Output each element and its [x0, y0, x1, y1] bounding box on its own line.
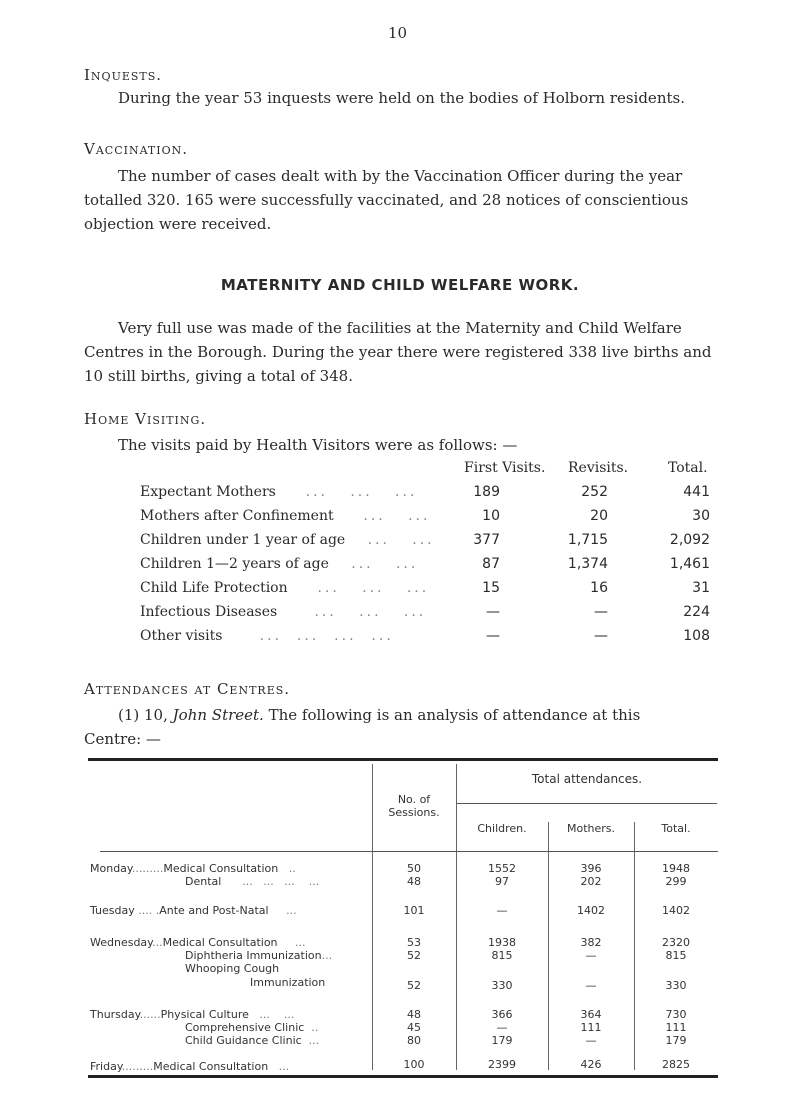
cell-sessions: 50 [407, 862, 421, 875]
row-label: Whooping Cough [185, 962, 280, 975]
hv-revisits: 20 [590, 508, 608, 524]
cell-children: — [496, 1021, 508, 1034]
cell-total: 2825 [662, 1058, 690, 1071]
header-total-attendances: Total attendances. [531, 772, 643, 786]
cell-mothers: 1402 [577, 904, 605, 917]
cell-total: 815 [665, 949, 687, 962]
cell-total: 1402 [662, 904, 690, 917]
cell-sessions: 45 [407, 1021, 421, 1034]
hv-first: 15 [482, 580, 500, 596]
hv-revisits: 16 [590, 580, 608, 596]
cell-mothers: 382 [580, 936, 602, 949]
cell-mothers: 396 [580, 862, 602, 875]
col-revisits: Revisits. [568, 460, 629, 476]
header-bottom-rule [100, 851, 718, 852]
cell-children: 179 [491, 1034, 513, 1047]
hv-total: 1,461 [669, 556, 710, 572]
hv-first: — [486, 604, 500, 620]
cell-mothers: 426 [580, 1058, 602, 1071]
cell-mothers: 364 [580, 1008, 602, 1021]
cell-mothers: — [585, 1034, 597, 1047]
cell-mothers: — [585, 979, 597, 992]
home-visiting-intro: The visits paid by Health Visitors were as follows: — [118, 436, 518, 454]
hv-label: Children 1—2 years of age ... ... [140, 556, 419, 572]
row-label: Thursday......Physical Culture ... ... [90, 1008, 295, 1021]
maternity-heading: MATERNITY AND CHILD WELFARE WORK. [220, 276, 580, 294]
hv-total: 224 [683, 604, 710, 620]
table-bottom-rule [88, 1075, 718, 1078]
cell-total: 179 [665, 1034, 687, 1047]
inquests-text: During the year 53 inquests were held on the bodies of Holborn residents. [118, 89, 685, 107]
row-label: Dental ... ... ... ... [185, 875, 320, 888]
cell-mothers: 111 [580, 1021, 602, 1034]
cell-mothers: — [585, 949, 597, 962]
inquests-heading: Inquests. [84, 66, 163, 84]
maternity-text: Very full use was made of the facilities at the Maternity and Child Welfare Centres in the Borough. During the year there were registered 338 live births and 10 still births, giving a total of 348. [84, 319, 712, 385]
cell-total: 330 [665, 979, 687, 992]
cell-sessions: 53 [407, 936, 421, 949]
cell-sessions: 52 [407, 949, 421, 962]
cell-sessions: 48 [407, 1008, 421, 1021]
hv-label: Child Life Protection ... ... ... [140, 580, 430, 596]
cell-total: 2320 [662, 936, 690, 949]
cell-sessions: 101 [403, 904, 425, 917]
row-label: Child Guidance Clinic ... [185, 1034, 320, 1047]
hv-total: 108 [683, 628, 710, 644]
attendances-intro: (1) 10, John Street. The following is an analysis of attendance at this [118, 706, 641, 724]
cell-children: 1938 [488, 936, 516, 949]
hv-label: Other visits ... ... ... ... [140, 628, 394, 644]
row-label: Tuesday .... .Ante and Post-Natal ... [90, 904, 297, 917]
row-label: Monday.........Medical Consultation .. [90, 862, 296, 875]
attendances-heading: Attendances at Centres. [84, 680, 291, 698]
hv-revisits: 1,374 [567, 556, 608, 572]
hv-revisits: 252 [581, 484, 608, 500]
page-number: 10 [388, 24, 408, 42]
cell-sessions: 80 [407, 1034, 421, 1047]
row-label: Comprehensive Clinic .. [185, 1021, 319, 1034]
row-label: Wednesday...Medical Consultation ... [90, 936, 306, 949]
cell-mothers: 202 [580, 875, 602, 888]
cell-children: 366 [491, 1008, 513, 1021]
row-label: Friday.........Medical Consultation ... [90, 1060, 290, 1073]
hv-first: — [486, 628, 500, 644]
cell-total: 730 [665, 1008, 687, 1021]
hv-label: Infectious Diseases ... ... ... [140, 604, 427, 620]
vaccination-text: The number of cases dealt with by the Vaccination Officer during the year totalled 320. 165 were successfully vaccinated, and 28 notices of conscientious objection were received. [84, 167, 689, 233]
header-children: Children. [477, 822, 527, 835]
cell-children: 815 [491, 949, 513, 962]
cell-sessions: 52 [407, 979, 421, 992]
cell-sessions: 48 [407, 875, 421, 888]
cell-children: 1552 [488, 862, 516, 875]
hv-label: Children under 1 year of age ... ... [140, 532, 435, 548]
cell-total: 299 [665, 875, 687, 888]
header-mothers: Mothers. [566, 822, 616, 835]
row-label-line2: Immunization [250, 976, 326, 989]
header-rule [457, 803, 717, 804]
hv-total: 31 [692, 580, 710, 596]
attendances-intro-line2: Centre: — [84, 730, 161, 748]
hv-total: 30 [692, 508, 710, 524]
table-top-rule [88, 758, 718, 761]
cell-children: — [496, 904, 508, 917]
hv-label: Mothers after Confinement ... ... [140, 508, 431, 524]
hv-total: 441 [683, 484, 710, 500]
cell-children: 2399 [488, 1058, 516, 1071]
cell-children: 97 [495, 875, 509, 888]
hv-first: 189 [473, 484, 500, 500]
hv-first: 10 [482, 508, 500, 524]
cell-sessions: 100 [403, 1058, 425, 1071]
hv-revisits: — [594, 604, 608, 620]
cell-children: 330 [491, 979, 513, 992]
vaccination-heading: Vaccination. [84, 140, 189, 158]
hv-revisits: 1,715 [567, 532, 608, 548]
cell-total: 1948 [662, 862, 690, 875]
hv-first: 87 [482, 556, 500, 572]
hv-revisits: — [594, 628, 608, 644]
header-total: Total. [661, 822, 691, 835]
hv-total: 2,092 [669, 532, 710, 548]
cell-total: 111 [665, 1021, 687, 1034]
col-total: Total. [668, 460, 708, 476]
col-first-visits: First Visits. [464, 460, 546, 476]
home-visiting-heading: Home Visiting. [84, 410, 207, 428]
hv-label: Expectant Mothers ... ... ... [140, 484, 418, 500]
header-sessions: No. of Sessions. [388, 793, 440, 819]
hv-first: 377 [473, 532, 500, 548]
row-label: Diphtheria Immunization... [185, 949, 333, 962]
